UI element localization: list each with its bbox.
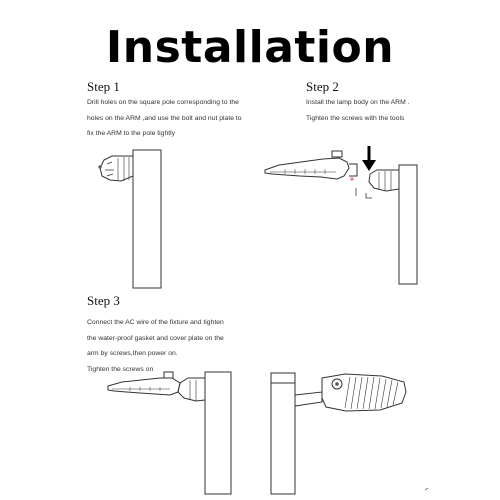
step-3-heading: Step 3	[87, 293, 120, 308]
step-2-lamp-arm-illustration	[265, 146, 417, 284]
step-1-pole-arm-illustration	[98, 150, 161, 288]
step-3-line-3: arm by screws,then power on.	[87, 350, 178, 357]
lamp-cap	[332, 151, 342, 157]
step-1-line-1: Drill holes on the square pole corresponding to the	[87, 99, 239, 106]
step-3-assembled-side-illustration	[108, 372, 231, 494]
step-3-line-2: the water-proof gasket and cover plate on the	[87, 334, 224, 342]
square-pole	[205, 372, 231, 494]
lamp-body	[265, 158, 349, 179]
lamp-body	[108, 378, 180, 395]
step-2-heading: Step 2	[306, 79, 339, 94]
lamp-cap	[164, 372, 173, 378]
step-2-line-2: Tighten the screws with the tools	[306, 114, 405, 122]
lamp-mount	[349, 164, 357, 176]
square-pole	[133, 150, 161, 288]
arm-bracket	[369, 170, 399, 191]
step-3-line-4: Tighten the screws on	[87, 365, 154, 373]
square-pole	[399, 165, 417, 284]
arm-bracket	[100, 156, 133, 181]
step-1-line-2: holes on the ARM ,and use the bolt and nut plate to	[87, 114, 242, 122]
step-2-line-1: Install the lamp body on the ARM .	[306, 99, 410, 106]
step-3-line-1: Connect the AC wire of the fixture and tighten	[87, 319, 224, 326]
arm-bracket	[178, 378, 205, 401]
page-title: Installation	[105, 22, 395, 73]
step-1-line-3: fix the ARM to the pole tightly	[87, 130, 176, 137]
square-pole	[271, 383, 295, 494]
arm-bracket	[295, 392, 322, 406]
step-1-heading: Step 1	[87, 79, 120, 94]
pole-cap	[271, 373, 295, 383]
step-3-assembled-top-illustration	[271, 373, 428, 494]
